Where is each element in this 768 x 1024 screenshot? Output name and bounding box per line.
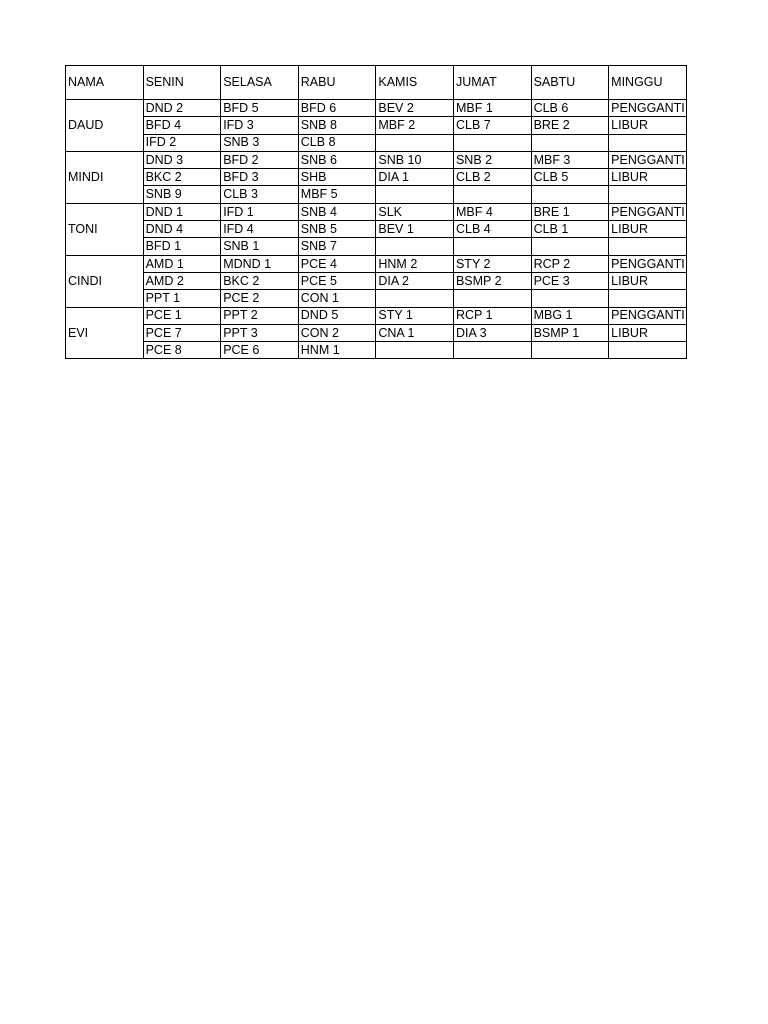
schedule-cell: LIBUR (609, 117, 687, 134)
header-cell-sabtu: SABTU (531, 66, 609, 100)
table-row (66, 272, 687, 289)
schedule-cell: BFD 2 (221, 151, 299, 168)
schedule-cell: BEV 1 (376, 221, 454, 238)
schedule-cell: IFD 2 (143, 134, 221, 151)
schedule-cell: IFD 3 (221, 117, 299, 134)
schedule-cell: BRE 1 (531, 203, 609, 220)
schedule-cell: SNB 8 (298, 117, 376, 134)
schedule-cell: CNA 1 (376, 324, 454, 341)
table-row (66, 238, 687, 255)
schedule-cell: LIBUR (609, 221, 687, 238)
schedule-cell: MBF 1 (453, 100, 531, 117)
schedule-cell: CLB 3 (221, 186, 299, 203)
name-cell: MINDI (66, 151, 144, 203)
schedule-cell: RCP 2 (531, 255, 609, 272)
schedule-cell: BFD 1 (143, 238, 221, 255)
header-row (66, 66, 687, 100)
schedule-cell (531, 238, 609, 255)
schedule-cell: IFD 1 (221, 203, 299, 220)
table-row (66, 100, 687, 117)
schedule-cell (453, 186, 531, 203)
schedule-cell (376, 238, 454, 255)
header-cell-jumat: JUMAT (453, 66, 531, 100)
schedule-cell: BFD 4 (143, 117, 221, 134)
schedule-cell: PENGGANTI (609, 203, 687, 220)
schedule-cell: DIA 3 (453, 324, 531, 341)
schedule-cell: CON 2 (298, 324, 376, 341)
schedule-cell (453, 290, 531, 307)
table-row (66, 290, 687, 307)
schedule-cell: SNB 4 (298, 203, 376, 220)
schedule-cell: PCE 8 (143, 342, 221, 359)
name-cell: DAUD (66, 100, 144, 152)
schedule-cell: MDND 1 (221, 255, 299, 272)
schedule-cell: SNB 5 (298, 221, 376, 238)
schedule-cell: HNM 1 (298, 342, 376, 359)
schedule-cell (609, 238, 687, 255)
table-row (66, 342, 687, 359)
schedule-cell (453, 134, 531, 151)
schedule-cell: SHB (298, 169, 376, 186)
schedule-cell: BFD 5 (221, 100, 299, 117)
schedule-cell: SNB 2 (453, 151, 531, 168)
schedule-cell: PCE 1 (143, 307, 221, 324)
schedule-cell: PPT 2 (221, 307, 299, 324)
schedule-cell (609, 186, 687, 203)
schedule-cell: CLB 7 (453, 117, 531, 134)
table-row (66, 151, 687, 168)
header-cell-rabu: RABU (298, 66, 376, 100)
name-cell: TONI (66, 203, 144, 255)
schedule-cell: CLB 8 (298, 134, 376, 151)
schedule-cell: STY 1 (376, 307, 454, 324)
schedule-cell (376, 186, 454, 203)
schedule-cell: PCE 6 (221, 342, 299, 359)
schedule-cell: RCP 1 (453, 307, 531, 324)
schedule-cell: PENGGANTI (609, 100, 687, 117)
schedule-table (65, 65, 687, 359)
schedule-cell (531, 290, 609, 307)
schedule-cell (453, 238, 531, 255)
table-row (66, 307, 687, 324)
header-cell-selasa: SELASA (221, 66, 299, 100)
table-row (66, 169, 687, 186)
schedule-cell: CLB 6 (531, 100, 609, 117)
table-body (66, 100, 687, 359)
table-row (66, 324, 687, 341)
schedule-cell: LIBUR (609, 272, 687, 289)
header-cell-senin: SENIN (143, 66, 221, 100)
schedule-cell: PPT 1 (143, 290, 221, 307)
schedule-cell: SLK (376, 203, 454, 220)
table-row (66, 221, 687, 238)
table-row (66, 186, 687, 203)
table-header (66, 66, 687, 100)
schedule-cell: HNM 2 (376, 255, 454, 272)
schedule-cell: DND 4 (143, 221, 221, 238)
schedule-cell: CLB 1 (531, 221, 609, 238)
schedule-cell: PCE 3 (531, 272, 609, 289)
schedule-cell: AMD 1 (143, 255, 221, 272)
schedule-cell: PENGGANTI (609, 307, 687, 324)
schedule-cell: PENGGANTI (609, 255, 687, 272)
schedule-cell: BKC 2 (221, 272, 299, 289)
schedule-cell: BFD 3 (221, 169, 299, 186)
schedule-cell: PCE 2 (221, 290, 299, 307)
schedule-cell: BRE 2 (531, 117, 609, 134)
table-row (66, 255, 687, 272)
schedule-cell: CLB 5 (531, 169, 609, 186)
schedule-cell: SNB 1 (221, 238, 299, 255)
schedule-cell (531, 342, 609, 359)
schedule-cell: CON 1 (298, 290, 376, 307)
schedule-cell: BFD 6 (298, 100, 376, 117)
schedule-cell (453, 342, 531, 359)
schedule-cell: SNB 7 (298, 238, 376, 255)
schedule-cell: PPT 3 (221, 324, 299, 341)
schedule-cell: DND 5 (298, 307, 376, 324)
schedule-cell: DND 2 (143, 100, 221, 117)
schedule-cell: DND 3 (143, 151, 221, 168)
schedule-cell: DIA 2 (376, 272, 454, 289)
schedule-cell: CLB 2 (453, 169, 531, 186)
name-cell: CINDI (66, 255, 144, 307)
name-cell: EVI (66, 307, 144, 359)
schedule-cell: AMD 2 (143, 272, 221, 289)
schedule-cell (376, 290, 454, 307)
schedule-cell (609, 342, 687, 359)
schedule-cell: PENGGANTI (609, 151, 687, 168)
header-cell-minggu: MINGGU (609, 66, 687, 100)
schedule-cell: STY 2 (453, 255, 531, 272)
schedule-cell: SNB 6 (298, 151, 376, 168)
schedule-cell: MBF 4 (453, 203, 531, 220)
schedule-cell: CLB 4 (453, 221, 531, 238)
schedule-cell (531, 134, 609, 151)
schedule-cell: MBG 1 (531, 307, 609, 324)
header-cell-nama: NAMA (66, 66, 144, 100)
schedule-cell (609, 134, 687, 151)
schedule-cell: IFD 4 (221, 221, 299, 238)
schedule-cell: DND 1 (143, 203, 221, 220)
schedule-cell: PCE 7 (143, 324, 221, 341)
header-cell-kamis: KAMIS (376, 66, 454, 100)
schedule-cell: MBF 3 (531, 151, 609, 168)
table-row (66, 117, 687, 134)
table-row (66, 203, 687, 220)
schedule-cell: LIBUR (609, 324, 687, 341)
schedule-cell (609, 290, 687, 307)
schedule-cell: BKC 2 (143, 169, 221, 186)
schedule-cell: SNB 10 (376, 151, 454, 168)
schedule-cell: BEV 2 (376, 100, 454, 117)
schedule-cell: BSMP 2 (453, 272, 531, 289)
schedule-cell (531, 186, 609, 203)
schedule-cell: PCE 5 (298, 272, 376, 289)
schedule-cell: SNB 3 (221, 134, 299, 151)
schedule-cell: PCE 4 (298, 255, 376, 272)
schedule-cell: LIBUR (609, 169, 687, 186)
schedule-cell: MBF 2 (376, 117, 454, 134)
table-row (66, 134, 687, 151)
schedule-cell: SNB 9 (143, 186, 221, 203)
schedule-cell: DIA 1 (376, 169, 454, 186)
schedule-cell: BSMP 1 (531, 324, 609, 341)
schedule-cell: MBF 5 (298, 186, 376, 203)
schedule-cell (376, 134, 454, 151)
schedule-cell (376, 342, 454, 359)
